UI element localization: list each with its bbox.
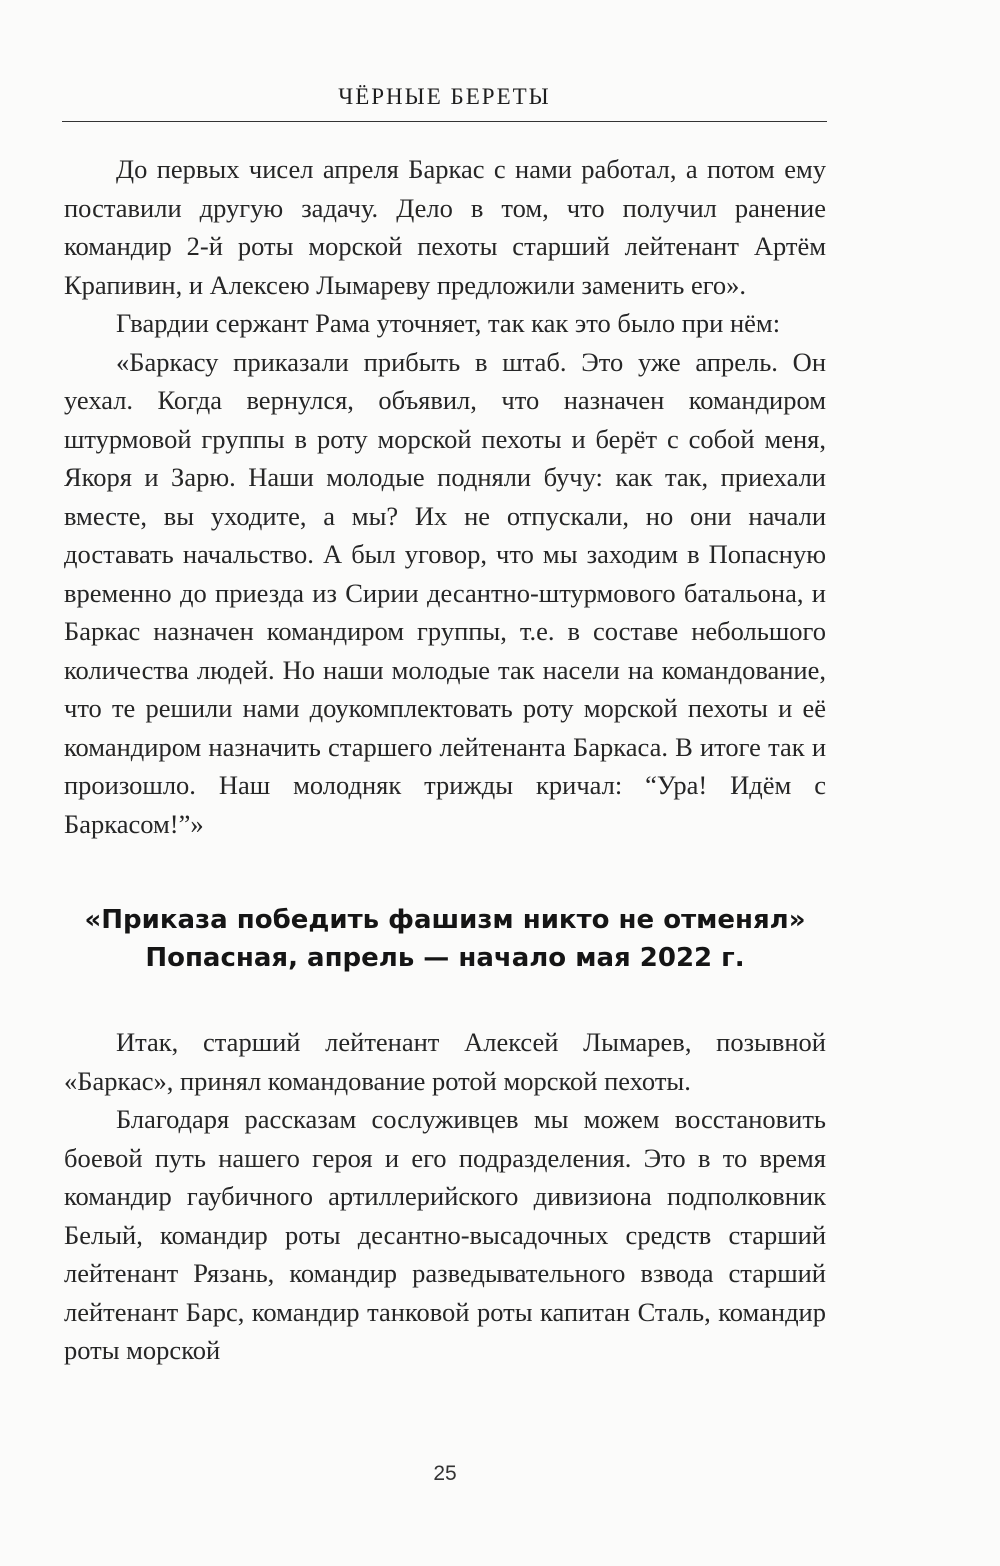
text-column	[64, 150, 826, 1370]
section-heading-subtitle: Попасная, апрель — начало мая 2022 г.	[145, 943, 745, 973]
section-heading-title: «Приказа победить фашизм никто не отменял»	[84, 905, 806, 935]
paragraph-1: До первых чисел апреля Баркас с нами работал, а потом ему поставили другую задачу. Дело в том, что получил ранение командир 2-й роты морской пехоты старший лейтенант Артём Крапивин, и Алексею Лымареву предложили заменить его».	[64, 154, 826, 300]
paragraph-3-quote: «Баркасу приказали прибыть в штаб. Это уже апрель. Он уехал. Когда вернулся, объявил, что назначен командиром штурмовой группы в роту морской пехоты и берёт с собой меня, Якоря и Зарю. Наши молодые подняли бучу: как так, приехали вместе, вы уходите, а мы? Их не отпускали, но они начали доставать начальство. А был уговор, что мы заходим в Попасную временно до приезда из Сирии десантно-штурмового батальона, и Баркас назначен командиром группы, т.е. в составе небольшого количества людей. Но наши молодые так насели на командование, что те решили нами доукомплектовать роту морской пехоты и её командиром назначить старшего лейтенанта Баркаса. В итоге так и произошло. Наш молодняк трижды кричал: “Ура! Идём с Баркасом!”»	[64, 346, 826, 839]
paragraph-4: Итак, старший лейтенант Алексей Лымарев, позывной «Баркас», принял командование ротой морской пехоты.	[64, 1027, 826, 1096]
section-heading	[64, 901, 826, 977]
page-number: 25	[433, 1462, 457, 1485]
paragraph-5: Благодаря рассказам сослуживцев мы можем восстановить боевой путь нашего героя и его подразделения. Это в то время командир гаубичного артиллерийского дивизиона подполковник Белый, командир роты десантно-высадочных средств старший лейтенант Рязань, командир разведывательного взвода старший лейтенант Барс, командир танковой роты капитан Сталь, командир роты морской	[64, 1104, 826, 1365]
paragraph-2: Гвардии сержант Рама уточняет, так как это было при нём:	[116, 308, 781, 338]
running-head: ЧЁРНЫЕ БЕРЕТЫ	[338, 84, 551, 109]
header-rule	[62, 121, 827, 122]
